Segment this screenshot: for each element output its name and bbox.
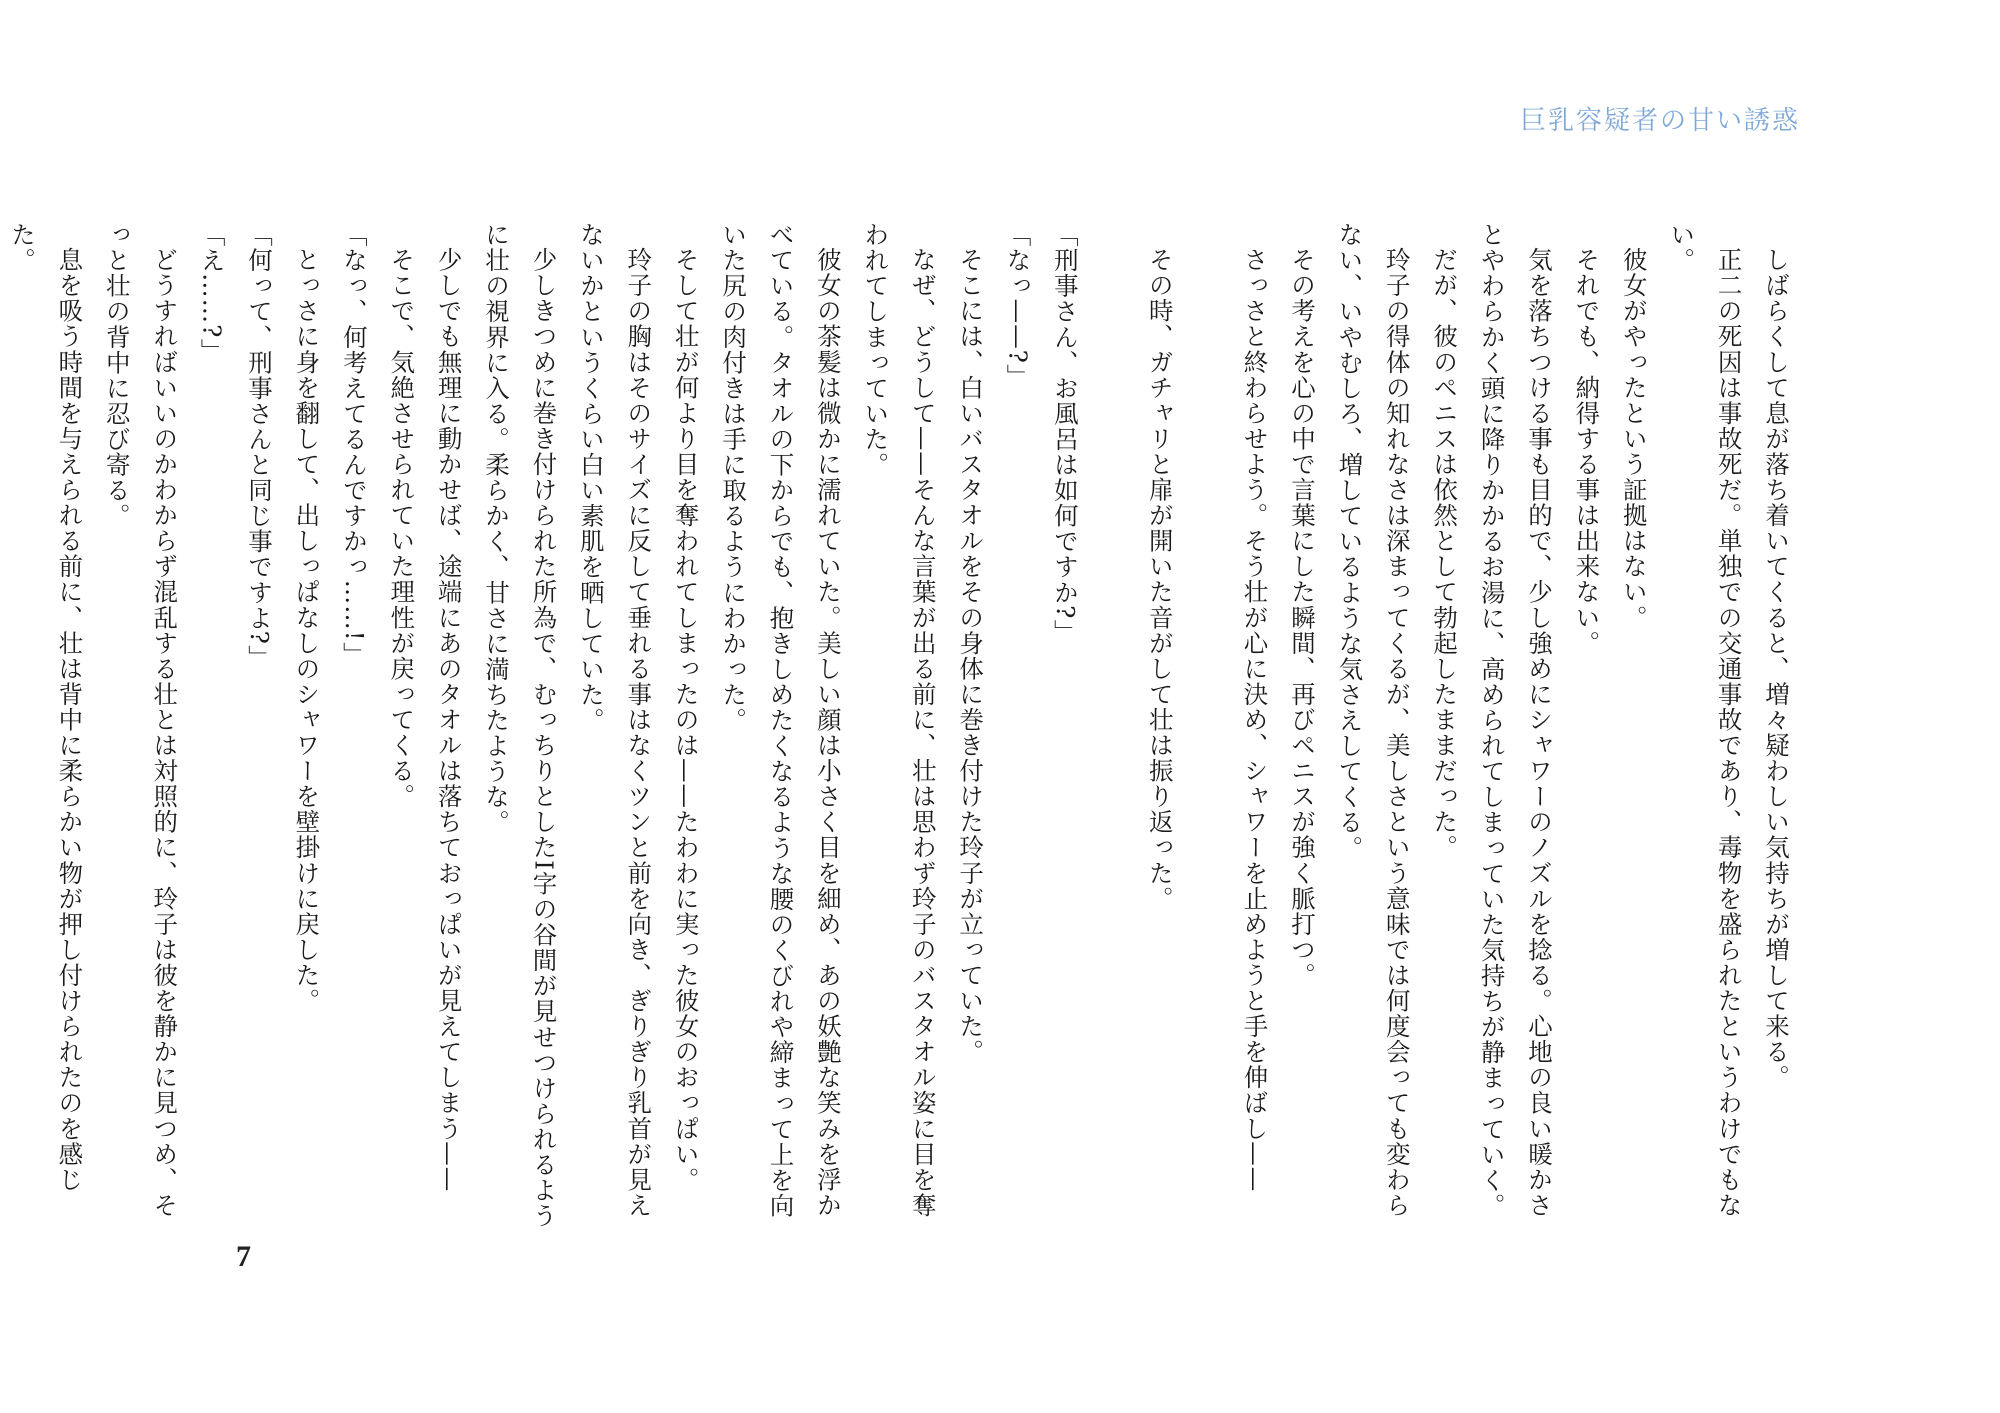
paragraph: 玲子の胸はそのサイズに反して垂れる事はなくツンと前を向き、ぎりぎり乳首が見えないかというくらい白い素肌を晒していた。 [576,222,654,1218]
dialogue-line: 「何って、刑事さんと同じ事ですよ?」 [245,222,274,671]
paragraph: なぜ、どうして——そんな言葉が出る前に、壮は思わず玲子のバスタオル姿に目を奪われてしまっていた。 [861,222,938,1218]
paragraph: どうすればいいのかわからず混乱する壮とは対照的に、玲子は彼を静かに見つめ、そっと壮の背中に忍び寄る。 [102,222,180,1218]
dialogue-line: 「え……?」 [197,222,227,364]
paragraph: 玲子の得体の知れなさは深まってくるが、美しさという意味では何度会っても変わらない、いやむしろ、増しているような気さえしてくる。 [1335,222,1412,1218]
paragraph: それでも、納得する事は出来ない。 [1572,246,1602,656]
dialogue-line: 「刑事さん、お風呂は如何ですか?」 [1050,222,1080,645]
paragraph: 彼女の茶髪は微かに濡れていた。美しい顔は小さく目を細め、あの妖艶な笑みを浮かべている。タオルの下からでも、抱きしめたくなるような腰のくびれや締まって上を向いた尻の肉付きは手に取るようにわかった。 [719,222,843,1219]
blank-line [1184,222,1231,1242]
paragraph: 正二の死因は事故死だ。単独での交通事故であり、毒物を盛られたというわけでもない。 [1667,222,1744,1218]
paragraph: 少しでも無理に動かせば、途端にあのタオルは落ちておっぱいが見えてしまう—— [434,246,464,1192]
paragraph: そこで、気絶させられていた理性が戻ってくる。 [387,246,417,809]
paragraph: 気を落ちつける事も目的で、少し強めにシャワーのノズルを捻る。心地の良い暖かさとやわらかく頭に降りかかるお湯に、高められてしまっていた気持ちが静まっていく。 [1477,222,1554,1219]
page-number: 7 [236,1240,251,1273]
dialogue-line: 「なっ——?」 [1003,222,1033,390]
paragraph: 少しきつめに巻き付けられた所為で、むっちりとしたI字の谷間が見せつけられるように壮の視界に入る。柔らかく、甘さに満ちたような。 [482,222,559,1229]
paragraph: そして壮が何より目を奪われてしまったのは——たわわに実った彼女のおっぱい。 [671,246,701,1192]
paragraph: さっさと終わらせよう。そう壮が心に決め、シャワーを止めようと手を伸ばし—— [1240,246,1270,1192]
body-text [7,222,1800,1242]
paragraph: その時、ガチャリと扉が開いた音がして壮は振り返った。 [1145,246,1175,911]
paragraph: 彼女がやったという証拠はない。 [1619,246,1649,630]
running-title: 巨乳容疑者の甘い誘惑 [1519,106,1800,136]
paragraph: その考えを心の中で言葉にした瞬間、再びペニスが強く脈打つ。 [1287,246,1317,988]
paragraph: 息を吸う時間を与えられる前に、壮は背中に柔らかい物が押し付けられたのを感じた。 [7,222,85,1192]
paragraph: しばらくして息が落ち着いてくると、増々疑わしい気持ちが増して来る。 [1762,246,1791,1090]
dialogue-line: 「なっ、何考えてるんですかっ……!」 [339,222,369,668]
paragraph: とっさに身を翻して、出しっぱなしのシャワーを壁掛けに戻した。 [292,246,322,1013]
paragraph: そこには、白いバスタオルをその身体に巻き付けた玲子が立っていた。 [956,246,986,1065]
blank-line [1089,222,1136,1242]
paragraph: だが、彼のペニスは依然として勃起したままだった。 [1430,246,1460,860]
